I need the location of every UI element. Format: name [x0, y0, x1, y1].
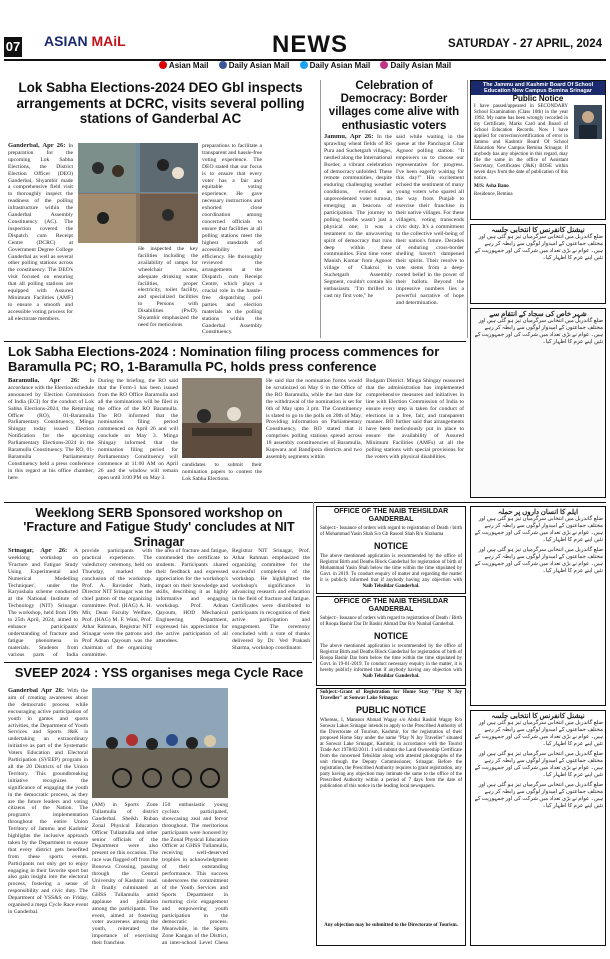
story5-col4	[232, 688, 310, 946]
naib-tehsildar-notice-1: OFFICE OF THE NAIB TEHSILDAR GANDERBAL Subject:- Issuance of orders with regard to registration of Death / birth of Mohammad Yasin Shah S/o Gh Rasool Shah R/o Sirahama NOTICE The above mentioned application is recommended by the office of Registrar Birth and Deaths Block Ganderbal for registration of birth of Mohammad Yasin Shah below the time within the time stipulated by Govt. in 2019. To conduct enquiry of matter and regarding the matter it is publicly informed that if anybody having any objection with Naib Tehsildar Ganderbal.	[316, 506, 466, 594]
facebook-icon	[219, 61, 227, 69]
divider	[320, 80, 321, 338]
story3-headline: Lok Sabha Elections-2024 : Nomination filing process commences for Baramulla PC; RO, 1-Baramulla PC, holds press conference	[8, 344, 440, 374]
notice-board-name: The Jammu and Kashmir Board Of School Education New Campus Bemina Srinagar	[471, 81, 605, 95]
section-title: NEWS	[272, 31, 348, 58]
divider	[313, 502, 314, 660]
story5-col3: 150 enthusiastic young cyclists participated, showcasing zeal and fervor throughout. The meritorious participants were honored by the Zonal Physical Education Officer at GHSS Tullamulla, receiving well-deserved trophies in acknowledgment of their outstanding performance. This success underscores the commitment of the Youth Services and Sports Department in nurturing civic engagement and empowering youth participation in the democratic process. Meanwhile, in the Sports Zone Kangan of the District, an inter-school Level Chess	[162, 802, 228, 946]
story1-col3: preparations to facilitate a transparent and hassle-free voting experience. The DEO stated that our focus is to ensure that every voter has a fair and equitable voting experience. He gave necessary instructions and exhorted close coordination among concerned officials to ensure that facilities at all polling stations meet the highest standards of accessibility and efficiency. He thoroughly reviewed the arrangements at the Dispatch cum Receipt Centre, which plays a crucial role in the hassle-free dispatching poll parties and election materials to the polling stations within the Ganderbal Assembly Constituency.	[202, 143, 262, 336]
divider	[4, 662, 312, 663]
social-facebook[interactable]: Daily Asian Mail	[219, 61, 290, 70]
youtube-icon	[159, 61, 167, 69]
story5-col2: (AM) in Sports Zone Tullamulla of district Ganderbal. Sheikh Ruban Zonal Physical Education Officer Tullamulla and other senior officials of the Department were also present on this occasion. The race was flagged off from the Bonowa Crossing, passing through the Central University of Kashmir road. It finally culminated at GHSS Tullamulla amid applause and jubilation among the participants. The event, aimed at fostering voter awareness among the youth, reiterated the importance of exercising their franchise.	[92, 802, 158, 946]
story4-col1: Srinagar, Apr 26: A weeklong workshop on 'Fracture and Fatigue Study Using Experimental and Numerical Modelling Techniques', under the Karyashala scheme conducted at the National Institute of Technology (NIT) Srinagar. The workshop, held from 19th to 25th April, 2024, aimed to enhance participants' understanding of fracture and fatigue phenomena in materials. Students from various parts of India	[8, 548, 78, 658]
notice-body: I have passed/appeared in SECONDARY School Examination (Class 10th) in the year 1992. My name has been wrongly recorded in my Certificate, Marks Card and Board of School Education Records. Now I have applied for correction/certification of error in Jammu and Kashmir Board Of School Education New Campus Bemina Srinagar. If anybody has any objection in this regard, may file the same in the office of Assistant Secretary, Certificates (J&K) BOSE within seven days from the date of publication of this notice.	[474, 104, 568, 181]
story2-col1: Jammu, Apr 26: In the sprawling wheat fields of RS Pura and Suchetgarh villages, nestled along the International Border, a vibrant celebration of democracy unfolded. These remote communities, despite enduring challenging weather conditions, evinced an unprecedented voter turnout, emerging as beacons of participation. The journey to polling booths wasn't just a physical one; it was a testament to the unwavering spirit of democracy that runs deep within these communities. First time voter Manish Kumar from Agnoor village of Chakroi in Suchetgarh Assembly Segment, couldn't contain his enthusiasm. "I'm thrilled to cast my first vote," he	[324, 134, 392, 299]
applicant-address: Residence, Bemina	[474, 192, 513, 197]
story3-col2: During the briefing, the RO said that the Form-1 has been issued from the RO Office Baramulla and all the nominations will be filed in the office of the RO Baramulla. The RO informed that the nomination filing period commenced on April 26 and will conclude on May 3. Minga Shingay informed that the nomination filing period for Parliamentary Constituency will commence at 11:00 AM on April 26 and the window will remain open until 3:00 PM on May 3.	[98, 378, 178, 481]
story5-col1: Ganderbal Apr 26: With the aim of creating awareness about the democratic process while encouraging active participation of youth in games and sports activities, the Department of Youth Services and Sports J&K is undertaking an extraordinary initiative as part of the Systematic Voters Education and Electoral Participation (SVEEP) program in all the 20 Districts of the Union Territory. This groundbreaking initiative recognizes the significance of engaging the youth in the democratic process, as they are the future leaders and voting citizens of the Nation. The program's implementation throughout the entire Union Territory of Jammu and Kashmir highlights the inclusive approach taken by the Department to ensure that every district gets benefited from these sports events. Participants not only get to enjoy engaging in their favorite sport but also gain insight into the electoral process, fostering a sense of responsibility and civic duty. The Department of YSS&S on Friday, organised a mega Cycle Race event in Ganderbal.	[8, 688, 88, 915]
divider	[4, 502, 606, 503]
twitter-icon	[300, 61, 308, 69]
story3-col3: candidates to submit their nomination papers to contest the Lok Sabha Elections.	[182, 462, 262, 482]
story4-col3: the area of fracture and fatigue, commended the certificate to students. Participants shared their feedback and expressed appreciation for the workshop's impact on their knowledge and skills, describing it as highly informative and engaging workshop. Prof. Adnan Qayoum, HOD Mechanical Engineering Department, expressed his appreciation for the active participation of all attendees.	[156, 548, 228, 644]
story2-col2: said while waiting in the queue at the Panchayat Ghar Agnoor polling station. "It empowers us to choose our representative for progress. I've been eagerly waiting for this day!" His excitement echoed the sentiment of many young voters who spared all the way from Punjab to exercise their franchise in their native villages. For these villagers, voting transcends civic duty. It's a commitment to the collective well-being of their nation's future. Decades of enduring cross-border shelling haven't dampened their spirits. Their resolve to vote stems from a deep-rooted belief in the power of their ballots. Beyond the impressive numbers lies a powerful narrative of hope and determination.	[396, 134, 464, 306]
story1-col2: He inspected the key facilities including the availability of ramps for wheelchair access, adequate drinking water facilities, proper electricity, toilet facility, and specialized facilities to Persons with Disabilities (PwD). Shyambir emphasized the need for meticulous	[138, 246, 198, 328]
social-bar	[0, 60, 610, 72]
page-number: 07	[4, 37, 22, 57]
newspaper-logo	[44, 33, 126, 49]
story4-col4: Registrar NIT Srinagar, Prof. Athar Rahman emphasized the organizing committee for the successful completion of the workshop. He highlighted the workshop's significance in advancing research and education in the field of fracture and fatigue. Certificates were distributed to participants in recognition of their active participation and engagement. The ceremony concluded with a vote of thanks delivered by Dr. Ved Prakash Sharma, workshop coordinator.	[232, 548, 310, 651]
masthead	[0, 0, 610, 70]
urdu-ad-2: شہر خاص کی سجاد کے انتقام سے ضلع گاندربل میں انتخابی سرگرمیاں تیز ہو گئی ہیں اور مختلف جماعتوں کے امیدوار لوگوں سے رابطہ کر رہے ہیں۔ عوام نے بڑی تعداد میں شرکت کی اور جمہوریت کے تئیں اپنے عزم کا اظہار کیا۔	[470, 308, 606, 498]
applicant-name: M/S: Asha Bano	[474, 184, 509, 189]
applicant-photo	[574, 105, 602, 139]
divider	[4, 341, 466, 342]
bose-public-notice	[470, 80, 606, 220]
divider	[467, 80, 468, 338]
story1-col2b	[78, 246, 134, 338]
social-youtube[interactable]: Asian Mail	[159, 61, 209, 70]
story4-col2: provide participants with practical experience. The valedictory ceremony, held on Thursday, marked the conclusion of the workshop. Prof. A. Ravinder Nath, Director NIT Srinagar was the chief patron of the organizing committee. Prof. (HAG) A. H. Mir, Dean Faculty Welfare, Prof. (HAG) M. F. Wani, Prof. Athar Rahman, Registrar NIT Srinagar were the patrons and Prof Adnan Qayoum was the chairman of the organizing committee.	[82, 548, 152, 658]
logo-asian: ASIAN	[44, 33, 88, 49]
story1-col1: Ganderbal, Apr 26: In preparation for the upcoming Lok Sabha Elections, the District Election Officer (DEO) Ganderbal, Shyambir made a comprehensive field visit to thoroughly inspect the readiness of the polling infrastructure within the Ganderbal Assembly Constituency (AC). The inspection covered the Dispatch cum Receipt Centre (DCRC) at Government Degree College Ganderbal as well as several other polling stations across the constituency. The DEO's visit focused on ensuring that all polling stations are equipped with Assured Minimum Facilities (AMF) to ensure a smooth and accessible voting process for all electorate members.	[8, 143, 73, 322]
story4-headline: Weeklong SERB Sponsored workshop on 'Fracture and Fatigue Study' concludes at NIT Srinagar	[23, 506, 295, 549]
urdu-ad-1: نیشنل کانفرنس کا انتخابی جلسہ ضلع گاندربل میں انتخابی سرگرمیاں تیز ہو گئی ہیں اور مختلف جماعتوں کے امیدوار لوگوں سے رابطہ کر رہے ہیں۔ عوام نے بڑی تعداد میں شرکت کی اور جمہوریت کے تئیں اپنے عزم کا اظہار کیا۔	[470, 224, 606, 304]
public-notice-homestay: Subject:-Grant of Registration for Home Stay "Play N Joy Traveller" at Sonwar Lake Srinagar. PUBLIC NOTICE Whereas, I, Mansoor Ahmad Wagay s/o Abdul Rashid Wagay R/o Sonwar Lakes Srinagar intends to apply to the Prescribed Authority of the Directorate of Tourism, Kashmir, for the registration of their proposed Home Stay under the name "Play N Joy Traveller" situated at Sonwar Lake Srinagar, Kashmir, in accordance with the Tourist Trade Act 1978/82/2011. I will submit the Land Ownership Certificate from the concerned Tehsildar along with attested photographs of the unit through the Deputy Commissioner, Srinagar. Before the registration, the Prescribed Authority requires to grant registration, any party having any objection may intimate the same to the office of the Prescribed Authority within a period of 7 days from the date of publication of this notice in the leading local newspapers. Any objection may be submitted to the Directorate of Tourism.	[316, 688, 466, 946]
urdu-ad-4: نیشنل کانفرنس کا انتخابی جلسہ ضلع گاندربل میں انتخابی سرگرمیاں تیز ہو گئی ہیں اور مختلف جماعتوں کے امیدوار لوگوں سے رابطہ کر رہے ہیں۔ عوام نے بڑی تعداد میں شرکت کی اور جمہوریت کے تئیں اپنے عزم کا اظہار کیا۔ ضلع گاندربل میں انتخابی سرگرمیاں تیز ہو گئی ہیں اور مختلف جماعتوں کے امیدوار لوگوں سے رابطہ کر رہے ہیں۔ عوام نے بڑی تعداد میں شرکت کی اور جمہوریت کے تئیں اپنے عزم کا اظہار کیا۔ ضلع گاندربل میں انتخابی سرگرمیاں تیز ہو گئی ہیں اور مختلف جماعتوں کے امیدوار لوگوں سے رابطہ کر رہے ہیں۔ عوام نے بڑی تعداد میں شرکت کی اور جمہوریت کے تئیں اپنے عزم کا اظہار کیا۔	[470, 710, 606, 946]
story5-headline: SVEEP 2024 : YSS organises mega Cycle Race	[14, 665, 304, 680]
story1-photo	[78, 143, 198, 243]
story3-col1: Baramulla, Apr 26: In accordance with the Election schedule announced by Election Commission of India (ECI) for the conduct of Lok Sabha Elections-2024, the Returning Officer (RO), 01-Baramulla Parliamentary Constituency, Minga Shingay today issued Election Notification for the upcoming Parliamentary Elections-2024 in the Baramulla Constituency. The RO, 01-Baramulla Parliamentary Constituency held a press conference in this regard at his office chamber, here.	[8, 378, 94, 481]
story5-photo	[92, 688, 228, 798]
story1-headline: Lok Sabha Elections-2024 DEO Gbl inspects arrangements at DCRC, visits several polling stations of Ganderbal AC	[16, 80, 305, 127]
naib-tehsildar-notice-2: OFFICE OF THE NAIB TEHSILDAR GANDERBAL Subject:- Issuance of orders with regard to registration of Death / Birth of Roopa Bashir Dar Dr Bashir Ahmad Dar R/o Nunhal Ganderbal. NOTICE The above mentioned application is recommended by the office of Registrar Birth and Deaths Block Ganderbal for registration of birth of Roopa Bashir Dar born below the time within the time stipulated by Govt. in 19-01-2019. To conduct necessary enquiry in the matter, it is hereby publicly informed that if anybody having any objection with Naib Tehsildar Ganderbal.	[316, 596, 466, 686]
urdu-ad-3: ایلم کا انسان داروں پر حملہ ضلع گاندربل میں انتخابی سرگرمیاں تیز ہو گئی ہیں اور مختلف جماعتوں کے امیدوار لوگوں سے رابطہ کر رہے ہیں۔ عوام نے بڑی تعداد میں شرکت کی اور جمہوریت کے تئیں اپنے عزم کا اظہار کیا۔ ضلع گاندربل میں انتخابی سرگرمیاں تیز ہو گئی ہیں اور مختلف جماعتوں کے امیدوار لوگوں سے رابطہ کر رہے ہیں۔ عوام نے بڑی تعداد میں شرکت کی اور جمہوریت کے تئیں اپنے عزم کا اظہار کیا۔	[470, 506, 606, 706]
story3-photo	[182, 378, 262, 458]
story2-headline: Celebration of Democracy: Border villages come alive with enthusiastic voters	[328, 80, 460, 132]
issue-date: SATURDAY - 27 APRIL, 2024	[447, 38, 602, 50]
social-instagram[interactable]: Daily Asian Mail	[380, 61, 451, 70]
logo-mail: MAiL	[91, 33, 126, 49]
social-twitter[interactable]: Daily Asian Mail	[300, 61, 371, 70]
instagram-icon	[380, 61, 388, 69]
story3-col5: Budgam District. Minga Shingay reassured that the administration has implemented comprehensive measures and initiatives in line with Election Commission of India to ensure every step is taken for conduct of elections in a free, fair, and transparent manner. RO further said that arrangements have been meticulously put in place to ensure the availability of Assured Minimum Facilities (AMFs) at all the polling stations with special provisions for the voters with physical disabilities.	[366, 378, 464, 460]
story1-col4	[266, 143, 318, 338]
notice-title: Public Notice	[512, 94, 564, 103]
story3-col4: He said that the nomination forms would be scrutinized on May 6 in the Office of the RO Baramulla, while the last date for the withdrawal of the nomination is set for 6th of May upto 3 pm. The Constituency is slated to go to the polls on 20th of May. Providing information on Parliamentary Constituency, the RO stated that it comprises polling stations spread across 18 assembly constituencies of Baramulla, Kupwara and Bandipora districts and two assembly segments within	[266, 378, 362, 460]
